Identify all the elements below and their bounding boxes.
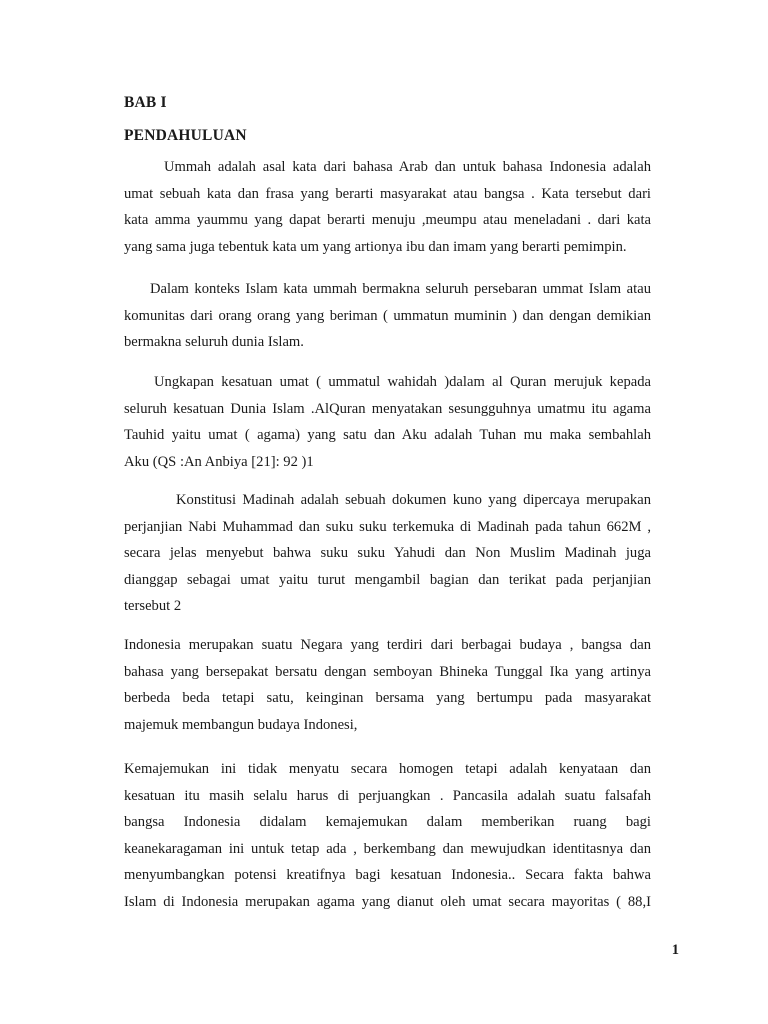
paragraph-line: Tauhid yaitu umat ( agama) yang satu dan Aku adalah Tuhan mu maka sembahlah bbox=[124, 427, 651, 443]
chapter-label: BAB I bbox=[124, 94, 167, 111]
paragraph-line: bermakna seluruh dunia Islam. bbox=[124, 334, 304, 350]
paragraph-line: keanekaragaman ini untuk tetap ada , berkembang dan mewujudkan identitasnya dan bbox=[124, 840, 651, 857]
paragraph-line: perjanjian Nabi Muhammad dan suku suku terkemuka di Madinah pada tahun 662M , bbox=[124, 518, 651, 535]
paragraph-line: bahasa yang bersepakat bersatu dengan semboyan Bhineka Tunggal Ika yang artinya bbox=[124, 663, 651, 680]
paragraph-line: dianggap sebagai umat yaitu turut mengambil bagian dan terikat pada perjanjian bbox=[124, 571, 651, 588]
paragraph-line: komunitas dari orang orang yang beriman ( ummatun muminin ) dan dengan demikian bbox=[124, 307, 651, 324]
paragraph-line: menyumbangkan potensi kreatifnya bagi kesatuan Indonesia.. Secara fakta bahwa bbox=[124, 867, 651, 883]
paragraph-islam-context bbox=[124, 276, 651, 356]
paragraph-line: kesatuan itu masih selalu harus di perjuangkan . Pancasila adalah suatu falsafah bbox=[124, 787, 651, 804]
paragraph-kemajemukan bbox=[124, 756, 651, 915]
paragraph-line: umat sebuah kata dan frasa yang berarti masyarakat atau bangsa . Kata tersebut dari bbox=[124, 185, 651, 202]
paragraph-line: kata amma yaummu yang dapat berarti menuju ,meumpu atau meneladani . dari kata bbox=[124, 212, 651, 228]
paragraph-line: bangsa Indonesia didalam kemajemukan dalam memberikan ruang bagi bbox=[124, 814, 651, 830]
paragraph-line: Dalam konteks Islam kata ummah bermakna seluruh persebaran ummat Islam atau bbox=[150, 281, 651, 297]
paragraph-line: tersebut 2 bbox=[124, 598, 182, 614]
paragraph-line: Konstitusi Madinah adalah sebuah dokumen kuno yang dipercaya merupakan bbox=[176, 492, 651, 508]
paragraph-line: Indonesia merupakan suatu Negara yang terdiri dari berbagai budaya , bangsa dan bbox=[124, 637, 651, 653]
paragraph-line: yang sama juga tebentuk kata um yang artionya ibu dan imam yang berarti pemimpin. bbox=[124, 238, 627, 255]
paragraph-line: Kemajemukan ini tidak menyatu secara homogen tetapi adalah kenyataan dan bbox=[124, 761, 651, 777]
paragraph-line: berbeda beda tetapi satu, keinginan bersama yang bertumpu pada masyarakat bbox=[124, 690, 651, 706]
paragraph-ummah-definition bbox=[124, 154, 651, 260]
paragraph-line: seluruh kesatuan Dunia Islam .AlQuran menyatakan sesungguhnya umatmu itu agama bbox=[124, 400, 651, 417]
paragraph-line: Islam di Indonesia merupakan agama yang dianut oleh umat secara mayoritas ( 88,I bbox=[124, 893, 651, 910]
page-number: 1 bbox=[671, 942, 679, 958]
paragraph-konstitusi-madinah bbox=[124, 487, 651, 620]
paragraph-ummatul-wahidah bbox=[124, 369, 651, 475]
chapter-title: PENDAHULUAN bbox=[124, 127, 247, 144]
paragraph-indonesia-budaya bbox=[124, 632, 651, 738]
paragraph-line: majemuk membangun budaya Indonesi, bbox=[124, 716, 358, 733]
paragraph-line: Ungkapan kesatuan umat ( ummatul wahidah )dalam al Quran merujuk kepada bbox=[154, 374, 651, 390]
paragraph-line: Ummah adalah asal kata dari bahasa Arab dan untuk bahasa Indonesia adalah bbox=[164, 159, 651, 175]
paragraph-line: Aku (QS :An Anbiya [21]: 92 )1 bbox=[124, 453, 314, 470]
paragraph-line: secara jelas menyebut bahwa suku suku Yahudi dan Non Muslim Madinah juga bbox=[124, 545, 651, 561]
